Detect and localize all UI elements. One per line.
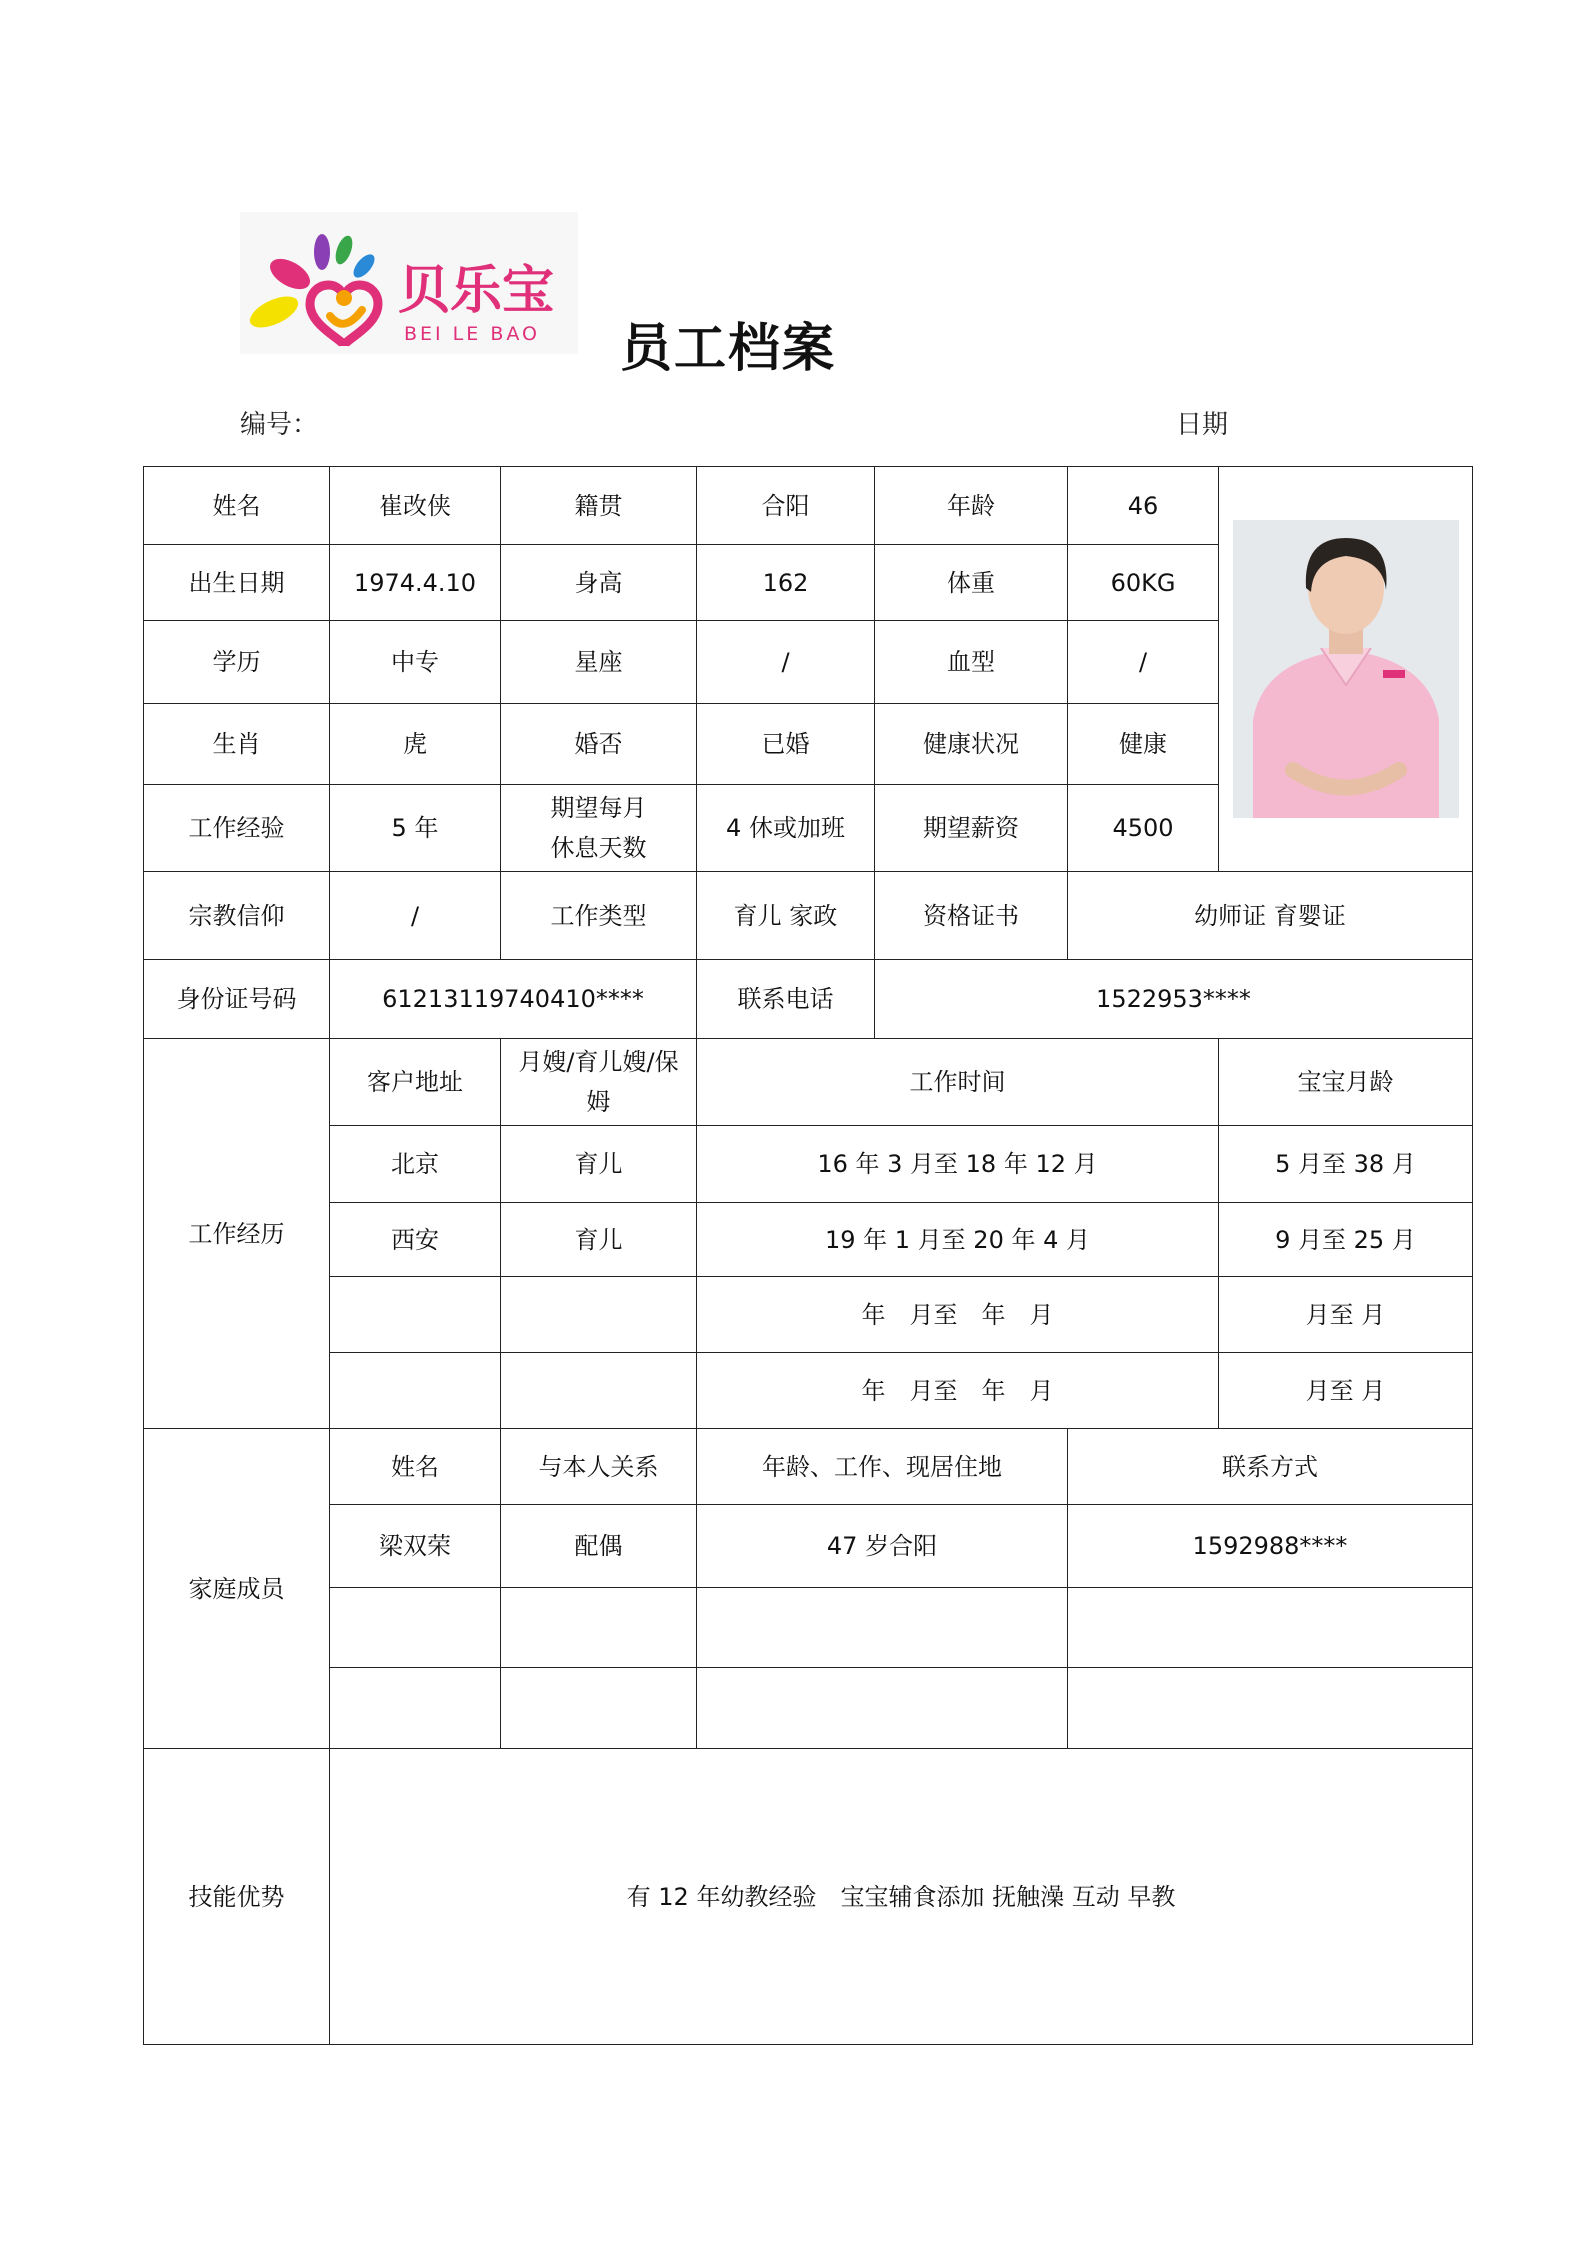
religion-label: 宗教信仰 (144, 872, 330, 960)
rest-label-line-2: 休息天数 (550, 834, 647, 862)
basic-row-6 (144, 872, 1473, 960)
family-name-header: 姓名 (330, 1429, 501, 1505)
family-name: 梁双荣 (330, 1505, 501, 1588)
salary-label: 期望薪资 (875, 785, 1068, 872)
work-baby-age: 月至 月 (1219, 1353, 1473, 1429)
work-row (144, 1353, 1473, 1429)
work-history-label: 工作经历 (144, 1039, 330, 1429)
brand-logo (240, 212, 578, 354)
work-role (501, 1353, 697, 1429)
family-info (697, 1668, 1068, 1749)
work-address (330, 1277, 501, 1353)
work-baby-age: 5 月至 38 月 (1219, 1126, 1473, 1203)
blood-label: 血型 (875, 621, 1068, 704)
age-label: 年龄 (875, 467, 1068, 545)
zodiac-label: 星座 (501, 621, 697, 704)
family-name (330, 1588, 501, 1668)
cn-zodiac-label: 生肖 (144, 704, 330, 785)
weight-value: 60KG (1068, 545, 1219, 621)
family-relation-header: 与本人关系 (501, 1429, 697, 1505)
number-label: 编号： (240, 410, 319, 440)
exp-label: 工作经验 (144, 785, 330, 872)
work-row (144, 1203, 1473, 1277)
work-role (501, 1277, 697, 1353)
rest-label (501, 785, 697, 872)
rest-value: 4 休或加班 (697, 785, 875, 872)
work-address: 北京 (330, 1126, 501, 1203)
health-label: 健康状况 (875, 704, 1068, 785)
cn-zodiac-value: 虎 (330, 704, 501, 785)
family-info-header: 年龄、工作、现居住地 (697, 1429, 1068, 1505)
work-baby-age: 月至 月 (1219, 1277, 1473, 1353)
work-address: 西安 (330, 1203, 501, 1277)
birth-value: 1974.4.10 (330, 545, 501, 621)
salary-value: 4500 (1068, 785, 1219, 872)
work-time: 16 年 3 月至 18 年 12 月 (697, 1126, 1219, 1203)
family-name (330, 1668, 501, 1749)
skills-label: 技能优势 (144, 1749, 330, 2045)
work-time: 19 年 1 月至 20 年 4 月 (697, 1203, 1219, 1277)
work-row (144, 1126, 1473, 1203)
height-label: 身高 (501, 545, 697, 621)
phone-value: 1522953**** (875, 960, 1473, 1039)
height-value: 162 (697, 545, 875, 621)
family-info: 47 岁合阳 (697, 1505, 1068, 1588)
work-time: 年 月至 年 月 (697, 1353, 1219, 1429)
family-row (144, 1505, 1473, 1588)
logo-text-cn: 贝乐宝 (398, 261, 555, 321)
work-role-header-line-1: 月嫂/育儿嫂/保 (518, 1048, 679, 1076)
health-value: 健康 (1068, 704, 1219, 785)
name-label: 姓名 (144, 467, 330, 545)
cert-label: 资格证书 (875, 872, 1068, 960)
skills-text: 有 12 年幼教经验 宝宝辅食添加 抚触澡 互动 早教 (330, 1749, 1473, 2045)
family-row (144, 1588, 1473, 1668)
work-baby-age: 9 月至 25 月 (1219, 1203, 1473, 1277)
work-row (144, 1277, 1473, 1353)
document-title: 员工档案 (620, 319, 837, 379)
employee-photo (1233, 520, 1459, 818)
basic-row-1 (144, 467, 1473, 545)
work-role: 育儿 (501, 1126, 697, 1203)
work-address-header: 客户地址 (330, 1039, 501, 1126)
date-label: 日期 (1176, 410, 1229, 440)
family-contact-header: 联系方式 (1068, 1429, 1473, 1505)
blood-value: / (1068, 621, 1219, 704)
cert-value: 幼师证 育婴证 (1068, 872, 1473, 960)
native-label: 籍贯 (501, 467, 697, 545)
work-time-header: 工作时间 (697, 1039, 1219, 1126)
work-role-header (501, 1039, 697, 1126)
family-info (697, 1588, 1068, 1668)
jobtype-value: 育儿 家政 (697, 872, 875, 960)
work-time: 年 月至 年 月 (697, 1277, 1219, 1353)
phone-label: 联系电话 (697, 960, 875, 1039)
logo-text-en: BEI LE BAO (404, 323, 540, 345)
marital-value: 已婚 (697, 704, 875, 785)
family-header-row (144, 1429, 1473, 1505)
work-baby-age-header: 宝宝月龄 (1219, 1039, 1473, 1126)
family-relation (501, 1668, 697, 1749)
basic-row-7 (144, 960, 1473, 1039)
name-value: 崔改侠 (330, 467, 501, 545)
religion-value: / (330, 872, 501, 960)
work-header-row (144, 1039, 1473, 1126)
exp-value: 5 年 (330, 785, 501, 872)
weight-label: 体重 (875, 545, 1068, 621)
family-label: 家庭成员 (144, 1429, 330, 1749)
family-contact (1068, 1588, 1473, 1668)
rest-label-line-1: 期望每月 (550, 794, 647, 822)
work-role: 育儿 (501, 1203, 697, 1277)
family-row (144, 1668, 1473, 1749)
zodiac-value: / (697, 621, 875, 704)
id-value: 61213119740410**** (330, 960, 697, 1039)
family-relation (501, 1588, 697, 1668)
id-label: 身份证号码 (144, 960, 330, 1039)
photo-cell (1219, 467, 1473, 872)
age-value: 46 (1068, 467, 1219, 545)
family-contact: 1592988**** (1068, 1505, 1473, 1588)
work-address (330, 1353, 501, 1429)
jobtype-label: 工作类型 (501, 872, 697, 960)
birth-label: 出生日期 (144, 545, 330, 621)
work-role-header-line-2: 姆 (586, 1088, 611, 1116)
marital-label: 婚否 (501, 704, 697, 785)
edu-label: 学历 (144, 621, 330, 704)
employee-record-table (143, 466, 1473, 2045)
family-relation: 配偶 (501, 1505, 697, 1588)
native-value: 合阳 (697, 467, 875, 545)
edu-value: 中专 (330, 621, 501, 704)
family-contact (1068, 1668, 1473, 1749)
skills-row (144, 1749, 1473, 2045)
